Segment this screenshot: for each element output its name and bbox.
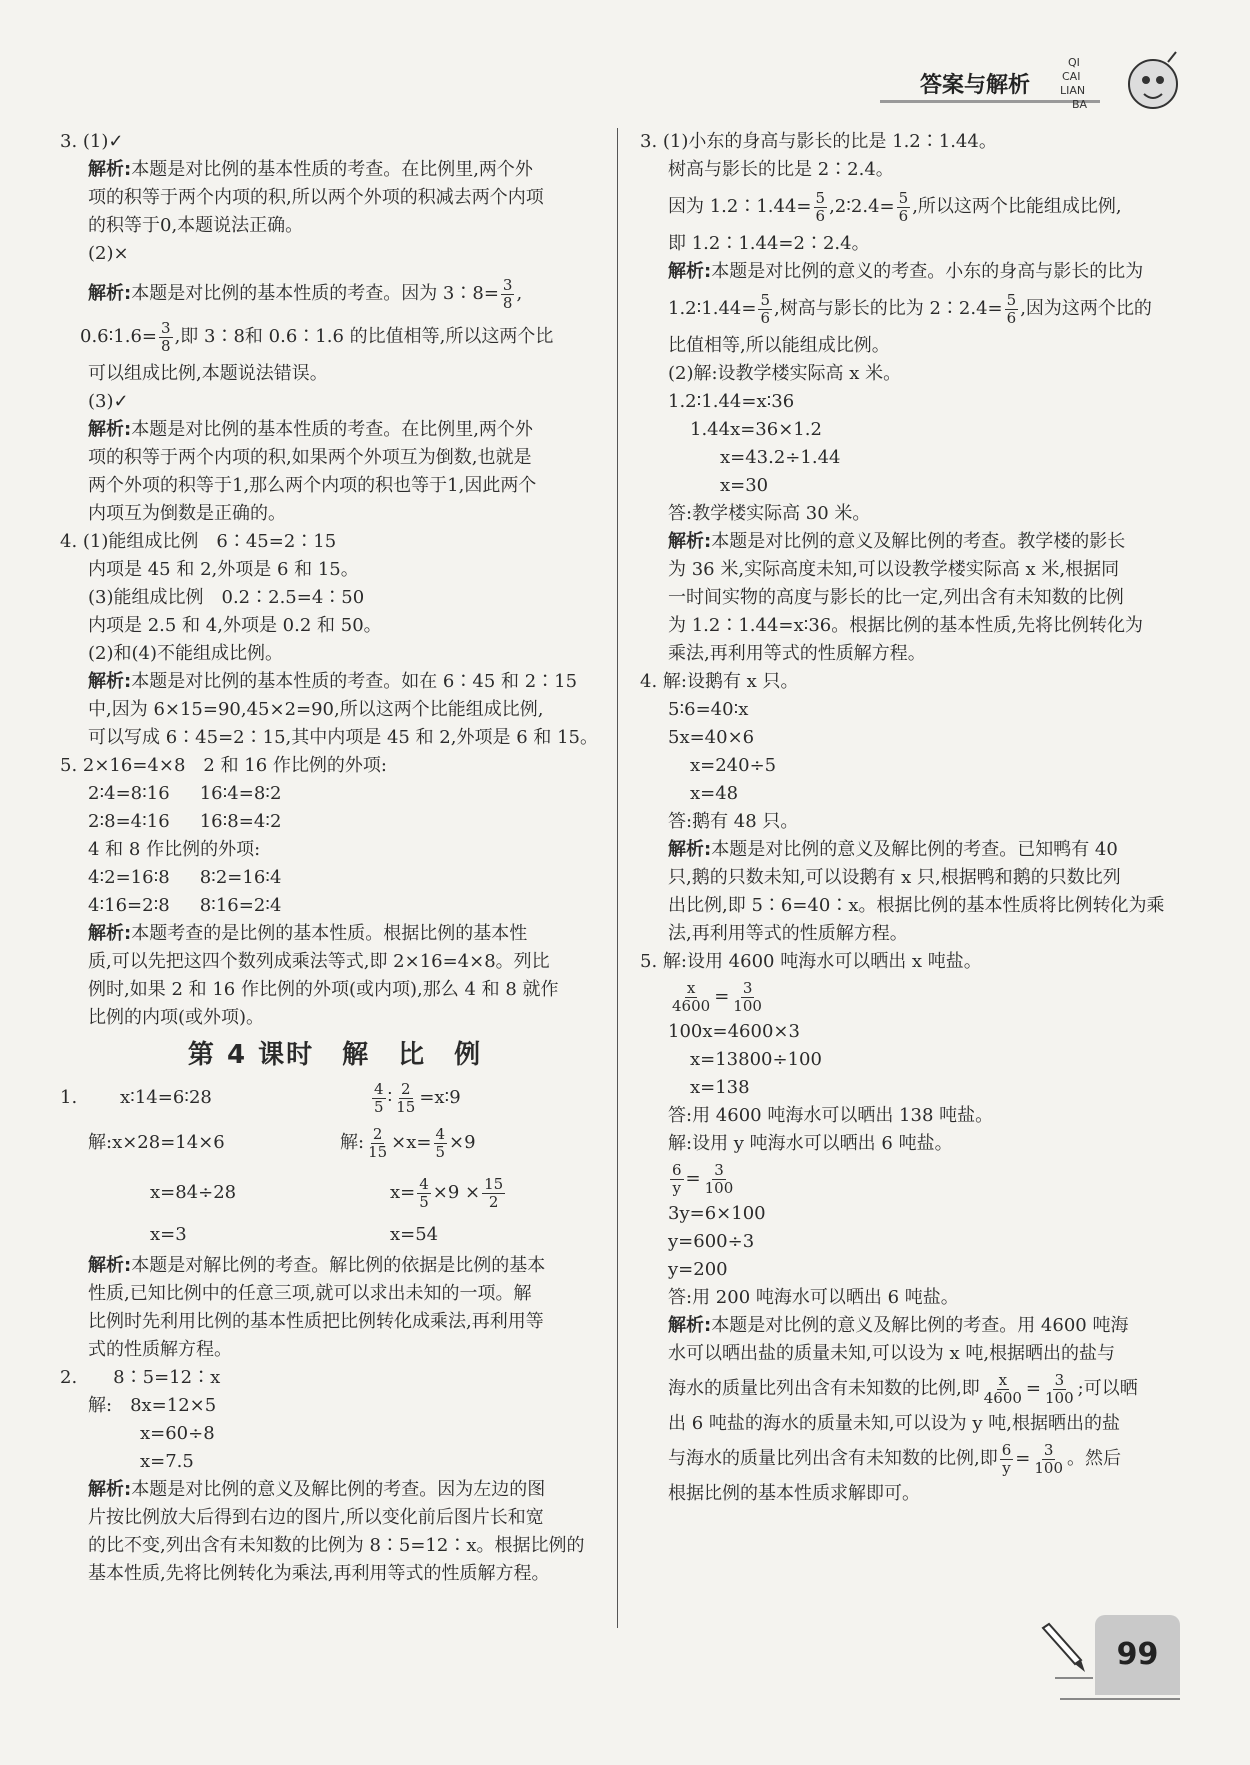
s1-analysis-line4: 式的性质解方程。: [88, 1339, 232, 1360]
r4-line2: 5∶6=40∶x: [668, 699, 749, 720]
r5-line7: 解:设用 y 吨海水可以晒出 6 吨盐。: [668, 1133, 953, 1154]
q3-3-analysis-line4: 内项互为倒数是正确的。: [88, 503, 286, 524]
q3-3-analysis: 解析:本题是对比例的基本性质的考查。在比例里,两个外: [88, 419, 533, 440]
page-number: 99: [1095, 1615, 1180, 1695]
q4-line5: (2)和(4)不能组成比例。: [88, 643, 283, 664]
q5-line1: 5. 2×16=4×8 2 和 16 作比例的外项:: [60, 755, 387, 776]
q3-3-analysis-line3: 两个外项的积等于1,那么两个内项的积也等于1,因此两个: [88, 475, 537, 496]
section-title: 第 4 课时 解 比 例: [187, 1040, 483, 1070]
q5-analysis-line4: 比例的内项(或外项)。: [88, 1007, 265, 1028]
fraction: $\frac{3}{8}$: [161, 318, 171, 355]
r5-line9: 3y=6×100: [668, 1203, 766, 1224]
q3-1-analysis: 解析:本题是对比例的基本性质的考查。在比例里,两个外: [88, 159, 533, 180]
r3-analysis: 解析:本题是对比例的意义的考查。小东的身高与影长的比为: [668, 261, 1144, 282]
s2-line1: 2. 8∶5=12∶x: [60, 1367, 221, 1388]
r4-line3: 5x=40×6: [668, 727, 755, 748]
r5-analysis-line6: 根据比例的基本性质求解即可。: [668, 1483, 920, 1504]
r5-line5: x=138: [690, 1077, 750, 1098]
s2-line3: x=60÷8: [140, 1423, 215, 1444]
r5-line10: y=600÷3: [668, 1231, 755, 1252]
r4-line4: x=240÷5: [690, 755, 777, 776]
column-divider: [617, 128, 618, 1628]
s1-analysis-line2: 性质,已知比例中的任意三项,就可以求出未知的一项。解: [88, 1283, 532, 1304]
r5-line4: x=13800÷100: [690, 1049, 822, 1070]
r5-line1: 5. 解:设用 4600 吨海水可以晒出 x 吨盐。: [640, 951, 982, 972]
r5-analysis-line5: 与海水的质量比列出含有未知数的比例,即 $\frac{6}{y}$ = $\frac{3}{100}$ 。然后: [668, 1440, 1122, 1477]
analysis-label: 解析:: [88, 283, 132, 304]
q3-2-label: (2)×: [88, 243, 129, 264]
r5-analysis-line4: 出 6 吨盐的海水的质量未知,可以设为 y 吨,根据晒出的盐: [668, 1413, 1120, 1434]
q3-2-analysis-line2: 0.6∶1.6= $\frac{3}{8}$ ,即 3∶8和 0.6∶1.6 的比值相等,所以这两个比: [80, 318, 554, 355]
r4-analysis-line4: 法,再利用等式的性质解方程。: [668, 923, 908, 944]
q3-3-label: (3)✓: [88, 391, 129, 412]
s2-analysis-line3: 的比不变,列出含有未知数的比例为 8∶5=12∶x。根据比例的: [88, 1535, 585, 1556]
s1-row4: x=3 x=54: [150, 1224, 439, 1245]
q5-analysis-line2: 质,可以先把这四个数列成乘法等式,即 2×16=4×8。列比: [88, 951, 550, 972]
r3-c-analysis: 解析:本题是对比例的意义及解比例的考查。教学楼的影长: [668, 531, 1126, 552]
q3-1-label: 3. (1)✓: [60, 131, 124, 152]
r3-b-line1: (2)解:设教学楼实际高 x 米。: [668, 363, 902, 384]
q5-row1: 2∶4=8∶16 16∶4=8∶2: [88, 783, 282, 804]
svg-text:QI: QI: [1068, 56, 1080, 69]
r3-b-line3: 1.44x=36×1.2: [690, 419, 822, 440]
q4-analysis-line2: 中,因为 6×15=90,45×2=90,所以这两个比能组成比例,: [88, 699, 544, 720]
r5-proportion: $\frac{x}{4600}$ = $\frac{3}{100}$: [672, 978, 762, 1015]
s2-analysis-line4: 基本性质,先将比例转化为乘法,再利用等式的性质解方程。: [88, 1563, 550, 1584]
r5-analysis-line3: 海水的质量比列出含有未知数的比例,即 $\frac{x}{4600}$ = $\frac{3}{100}$ ;可以晒: [668, 1370, 1138, 1407]
q3-2-analysis-line3: 可以组成比例,本题说法错误。: [88, 363, 328, 384]
r4-analysis-line3: 出比例,即 5∶6=40∶x。根据比例的基本性质将比例转化为乘: [668, 895, 1165, 916]
r5-analysis: 解析:本题是对比例的意义及解比例的考查。用 4600 吨海: [668, 1315, 1129, 1336]
s2-analysis: 解析:本题是对比例的意义及解比例的考查。因为左边的图: [88, 1479, 546, 1500]
r3-line2: 树高与影长的比是 2∶2.4。: [668, 159, 894, 180]
r4-line5: x=48: [690, 783, 739, 804]
r5-analysis-line2: 水可以晒出盐的质量未知,可以设为 x 吨,根据晒出的盐与: [668, 1343, 1116, 1364]
header-title: 答案与解析: [919, 73, 1030, 98]
svg-text:BA: BA: [1072, 98, 1088, 111]
s1-analysis: 解析:本题是对解比例的考查。解比例的依据是比例的基本: [88, 1255, 546, 1276]
s2-line4: x=7.5: [140, 1451, 194, 1472]
r3-c-line3: 一时间实物的高度与影长的比一定,列出含有未知数的比例: [668, 587, 1124, 608]
s1-row3: x=84÷28 x= $\frac{4}{5}$ ×9 × $\frac{15}{2}$: [150, 1174, 504, 1211]
r4-analysis: 解析:本题是对比例的意义及解比例的考查。已知鸭有 40: [668, 839, 1118, 860]
r3-c-line5: 乘法,再利用等式的性质解方程。: [668, 643, 926, 664]
r3-line3: 因为 1.2∶1.44= $\frac{5}{6}$ ,2∶2.4= $\frac{5}{6}$ ,所以这两个比能组成比例,: [668, 188, 1122, 225]
r5-line3: 100x=4600×3: [668, 1021, 800, 1042]
r3-c-line2: 为 36 米,实际高度未知,可以设教学楼实际高 x 米,根据同: [668, 559, 1120, 580]
q4-line1: 4. (1)能组成比例 6∶45=2∶15: [60, 531, 337, 552]
r3-b-line4: x=43.2÷1.44: [720, 447, 841, 468]
q5-line2: 4 和 8 作比例的外项:: [88, 839, 261, 860]
s1-analysis-line3: 比例时先利用比例的基本性质把比例转化成乘法,再利用等: [88, 1311, 544, 1332]
q3-2-analysis: 解析:本题是对比例的基本性质的考查。因为 3∶8= $\frac{3}{8}$ ,: [88, 275, 523, 312]
fraction: $\frac{3}{8}$: [502, 275, 513, 312]
footer-rule: [1060, 1698, 1180, 1700]
r4-line1: 4. 解:设鹅有 x 只。: [640, 671, 799, 692]
s2-analysis-line2: 片按比例放大后得到右边的图片,所以变化前后图片长和宽: [88, 1507, 544, 1528]
r5-line11: y=200: [668, 1259, 728, 1280]
r5-answer2: 答:用 200 吨海水可以晒出 6 吨盐。: [668, 1287, 959, 1308]
left-column: [60, 128, 610, 1588]
r4-analysis-line2: 只,鹅的只数未知,可以设鹅有 x 只,根据鸭和鹅的只数比列: [668, 867, 1121, 888]
q5-analysis: 解析:本题考查的是比例的基本性质。根据比例的基本性: [88, 923, 528, 944]
q4-analysis: 解析:本题是对比例的基本性质的考查。如在 6∶45 和 2∶15: [88, 671, 578, 692]
r5-answer1: 答:用 4600 吨海水可以晒出 138 吨盐。: [668, 1105, 994, 1126]
q3-1-analysis-line2: 项的积等于两个内项的积,所以两个外项的积减去两个内项: [88, 187, 544, 208]
q5-row4: 4∶16=2∶8 8∶16=2∶4: [88, 895, 282, 916]
r4-answer: 答:鹅有 48 只。: [668, 811, 799, 832]
q3-3-analysis-line2: 项的积等于两个内项的积,如果两个外项互为倒数,也就是: [88, 447, 532, 468]
q3-1-analysis-line3: 的积等于0,本题说法正确。: [88, 215, 304, 236]
r5-proportion2: $\frac{6}{y}$ = $\frac{3}{100}$: [672, 1160, 734, 1197]
q4-analysis-line3: 可以写成 6∶45=2∶15,其中内项是 45 和 2,外项是 6 和 15。: [88, 727, 599, 748]
r3-analysis-line2: 1.2∶1.44= $\frac{5}{6}$ ,树高与影长的比为 2∶2.4= $\frac{5}{6}$ ,因为这两个比的: [668, 290, 1152, 327]
q5-row2: 2∶8=4∶16 16∶8=4∶2: [88, 811, 282, 832]
mascot-logo-icon: [1058, 42, 1188, 122]
r3-c-line4: 为 1.2∶1.44=x∶36。根据比例的基本性质,先将比例转化为: [668, 615, 1143, 636]
svg-text:CAI: CAI: [1062, 70, 1081, 83]
page-header: [0, 0, 1250, 120]
s1-row2: 解:x×28=14×6 解: $\frac{2}{15}$ ×x= $\frac{4}{5}$ ×9: [88, 1124, 476, 1161]
q4-line2: 内项是 45 和 2,外项是 6 和 15。: [88, 559, 359, 580]
pencil-icon: [1035, 1620, 1095, 1680]
r3-b-line2: 1.2∶1.44=x∶36: [668, 391, 795, 412]
analysis-text: 本题是对比例的基本性质的考查。因为 3∶8=: [131, 283, 499, 304]
q5-row3: 4∶2=16∶8 8∶2=16∶4: [88, 867, 282, 888]
r3-analysis-line3: 比值相等,所以能组成比例。: [668, 335, 890, 356]
svg-text:LIAN: LIAN: [1060, 84, 1086, 97]
right-column: [640, 128, 1200, 1508]
r3-b-line5: x=30: [720, 475, 769, 496]
s1-row1: 1. x∶14=6∶28 $\frac{4}{5}$ ∶ $\frac{2}{15}$ =x∶9: [60, 1079, 461, 1116]
q5-analysis-line3: 例时,如果 2 和 16 作比例的外项(或内项),那么 4 和 8 就作: [88, 979, 559, 1000]
r3-b-answer: 答:教学楼实际高 30 米。: [668, 503, 871, 524]
s2-line2: 解: 8x=12×5: [88, 1395, 217, 1416]
q4-line3: (3)能组成比例 0.2∶2.5=4∶50: [88, 587, 365, 608]
r3-line1: 3. (1)小东的身高与影长的比是 1.2∶1.44。: [640, 131, 997, 152]
r3-line4: 即 1.2∶1.44=2∶2.4。: [668, 233, 870, 254]
q4-line4: 内项是 2.5 和 4,外项是 0.2 和 50。: [88, 615, 382, 636]
